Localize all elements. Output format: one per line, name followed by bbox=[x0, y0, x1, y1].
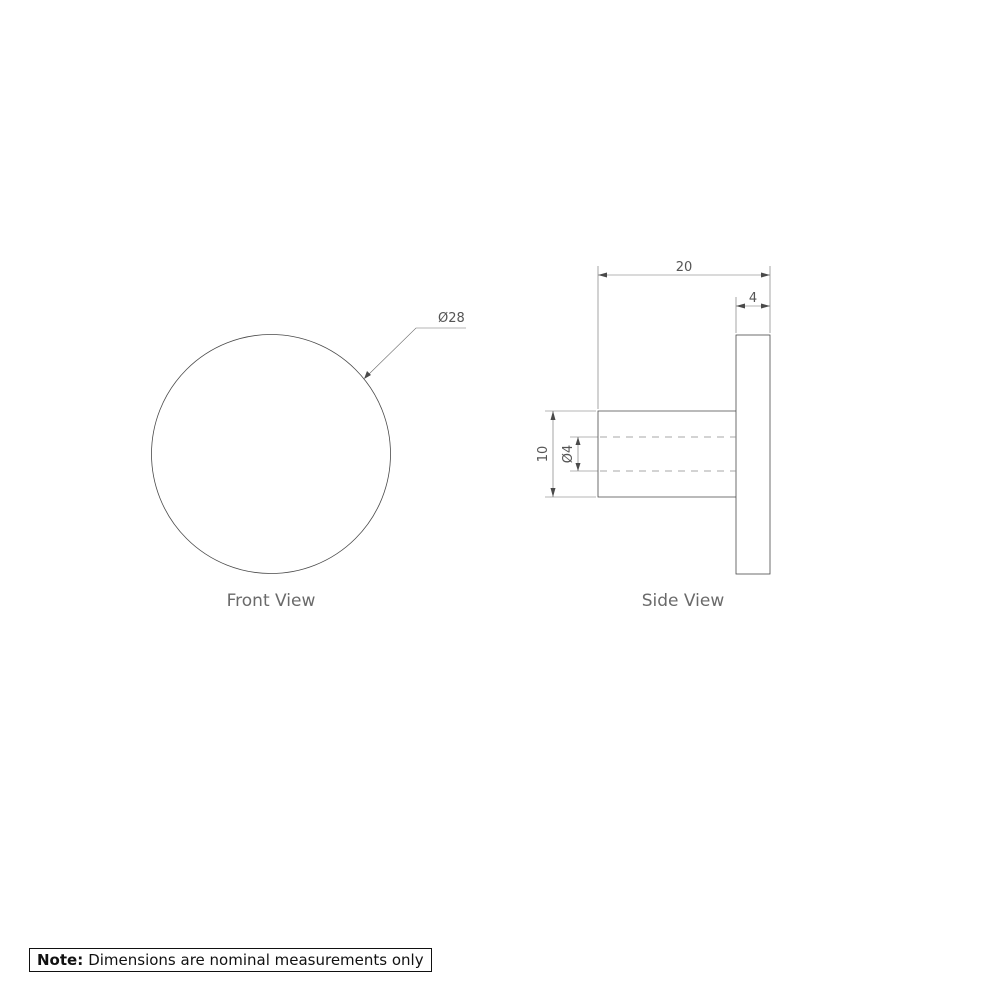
front-diameter-label: Ø28 bbox=[438, 311, 465, 326]
thickness-arrow-right bbox=[761, 304, 770, 309]
bore-diameter-label: Ø4 bbox=[561, 444, 576, 464]
front-view bbox=[152, 311, 467, 611]
length-arrow-left bbox=[598, 273, 607, 278]
stem-height-label: 10 bbox=[536, 445, 551, 463]
overall-length-label: 20 bbox=[675, 260, 693, 275]
diameter-leader-line bbox=[366, 328, 466, 377]
front-view-label: Front View bbox=[226, 591, 316, 611]
bore-arrow-bottom bbox=[576, 463, 581, 471]
height-arrow-bottom bbox=[551, 488, 556, 497]
diameter-leader-arrow bbox=[364, 371, 371, 379]
length-arrow-right bbox=[761, 273, 770, 278]
note-text: Dimensions are nominal measurements only bbox=[88, 951, 424, 969]
side-view bbox=[536, 260, 770, 611]
plate-thickness-label: 4 bbox=[748, 291, 758, 306]
note-box bbox=[29, 948, 432, 972]
side-view-plate bbox=[736, 335, 770, 574]
thickness-arrow-left bbox=[736, 304, 745, 309]
note-label: Note: bbox=[37, 951, 84, 969]
front-view-circle bbox=[152, 335, 391, 574]
side-view-stem bbox=[598, 411, 736, 497]
bore-arrow-top bbox=[576, 437, 581, 445]
side-view-label: Side View bbox=[641, 591, 725, 611]
height-arrow-top bbox=[551, 411, 556, 420]
